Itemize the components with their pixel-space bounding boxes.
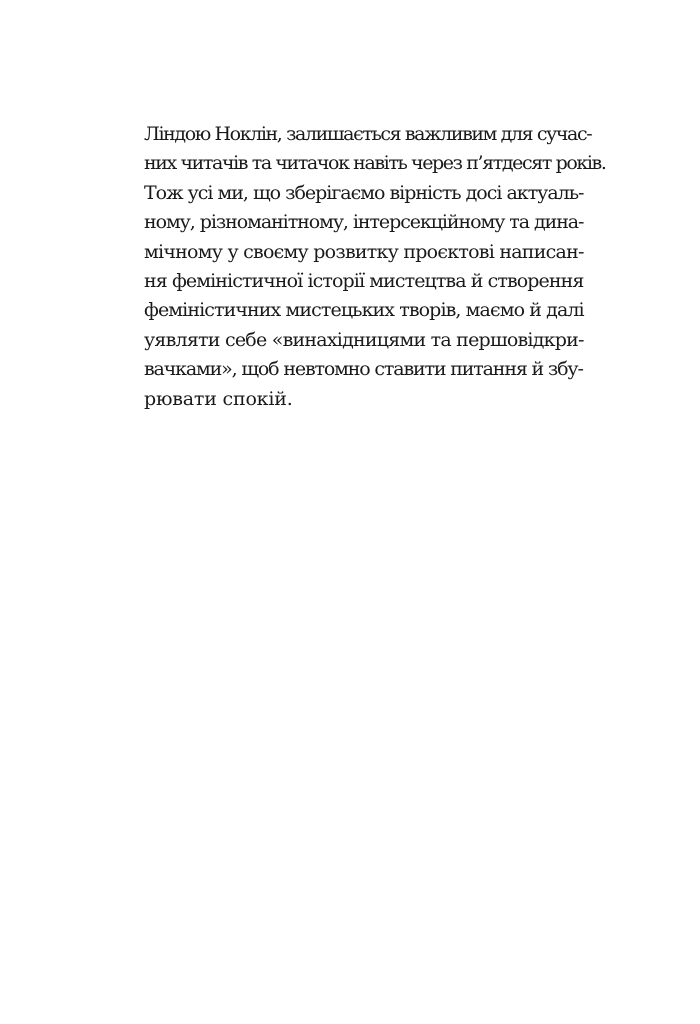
text-line: феміністичних мистецьких творів, маємо й далі (144, 299, 584, 322)
text-line: мічному у своєму розвитку проєктові написан- (144, 240, 584, 263)
text-line: рювати спокій. (144, 387, 293, 410)
text-line: ному, різноманітному, інтерсекційному та дина- (144, 211, 584, 234)
text-line: вачками», щоб невтомно ставити питання й збу- (144, 358, 583, 381)
text-line: Ліндою Ноклін, залишається важливим для сучас- (144, 123, 592, 145)
text-line: уявляти себе «винахідницями та першовідкри- (144, 328, 584, 351)
body-paragraph (144, 120, 606, 414)
text-line: них читачів та читачок навіть через п’ятдесят років. (144, 152, 606, 175)
text-line: Тож усі ми, що зберігаємо вірність досі актуаль- (144, 181, 584, 204)
text-line: ня феміністичної історії мистецтва й створення (144, 269, 584, 292)
